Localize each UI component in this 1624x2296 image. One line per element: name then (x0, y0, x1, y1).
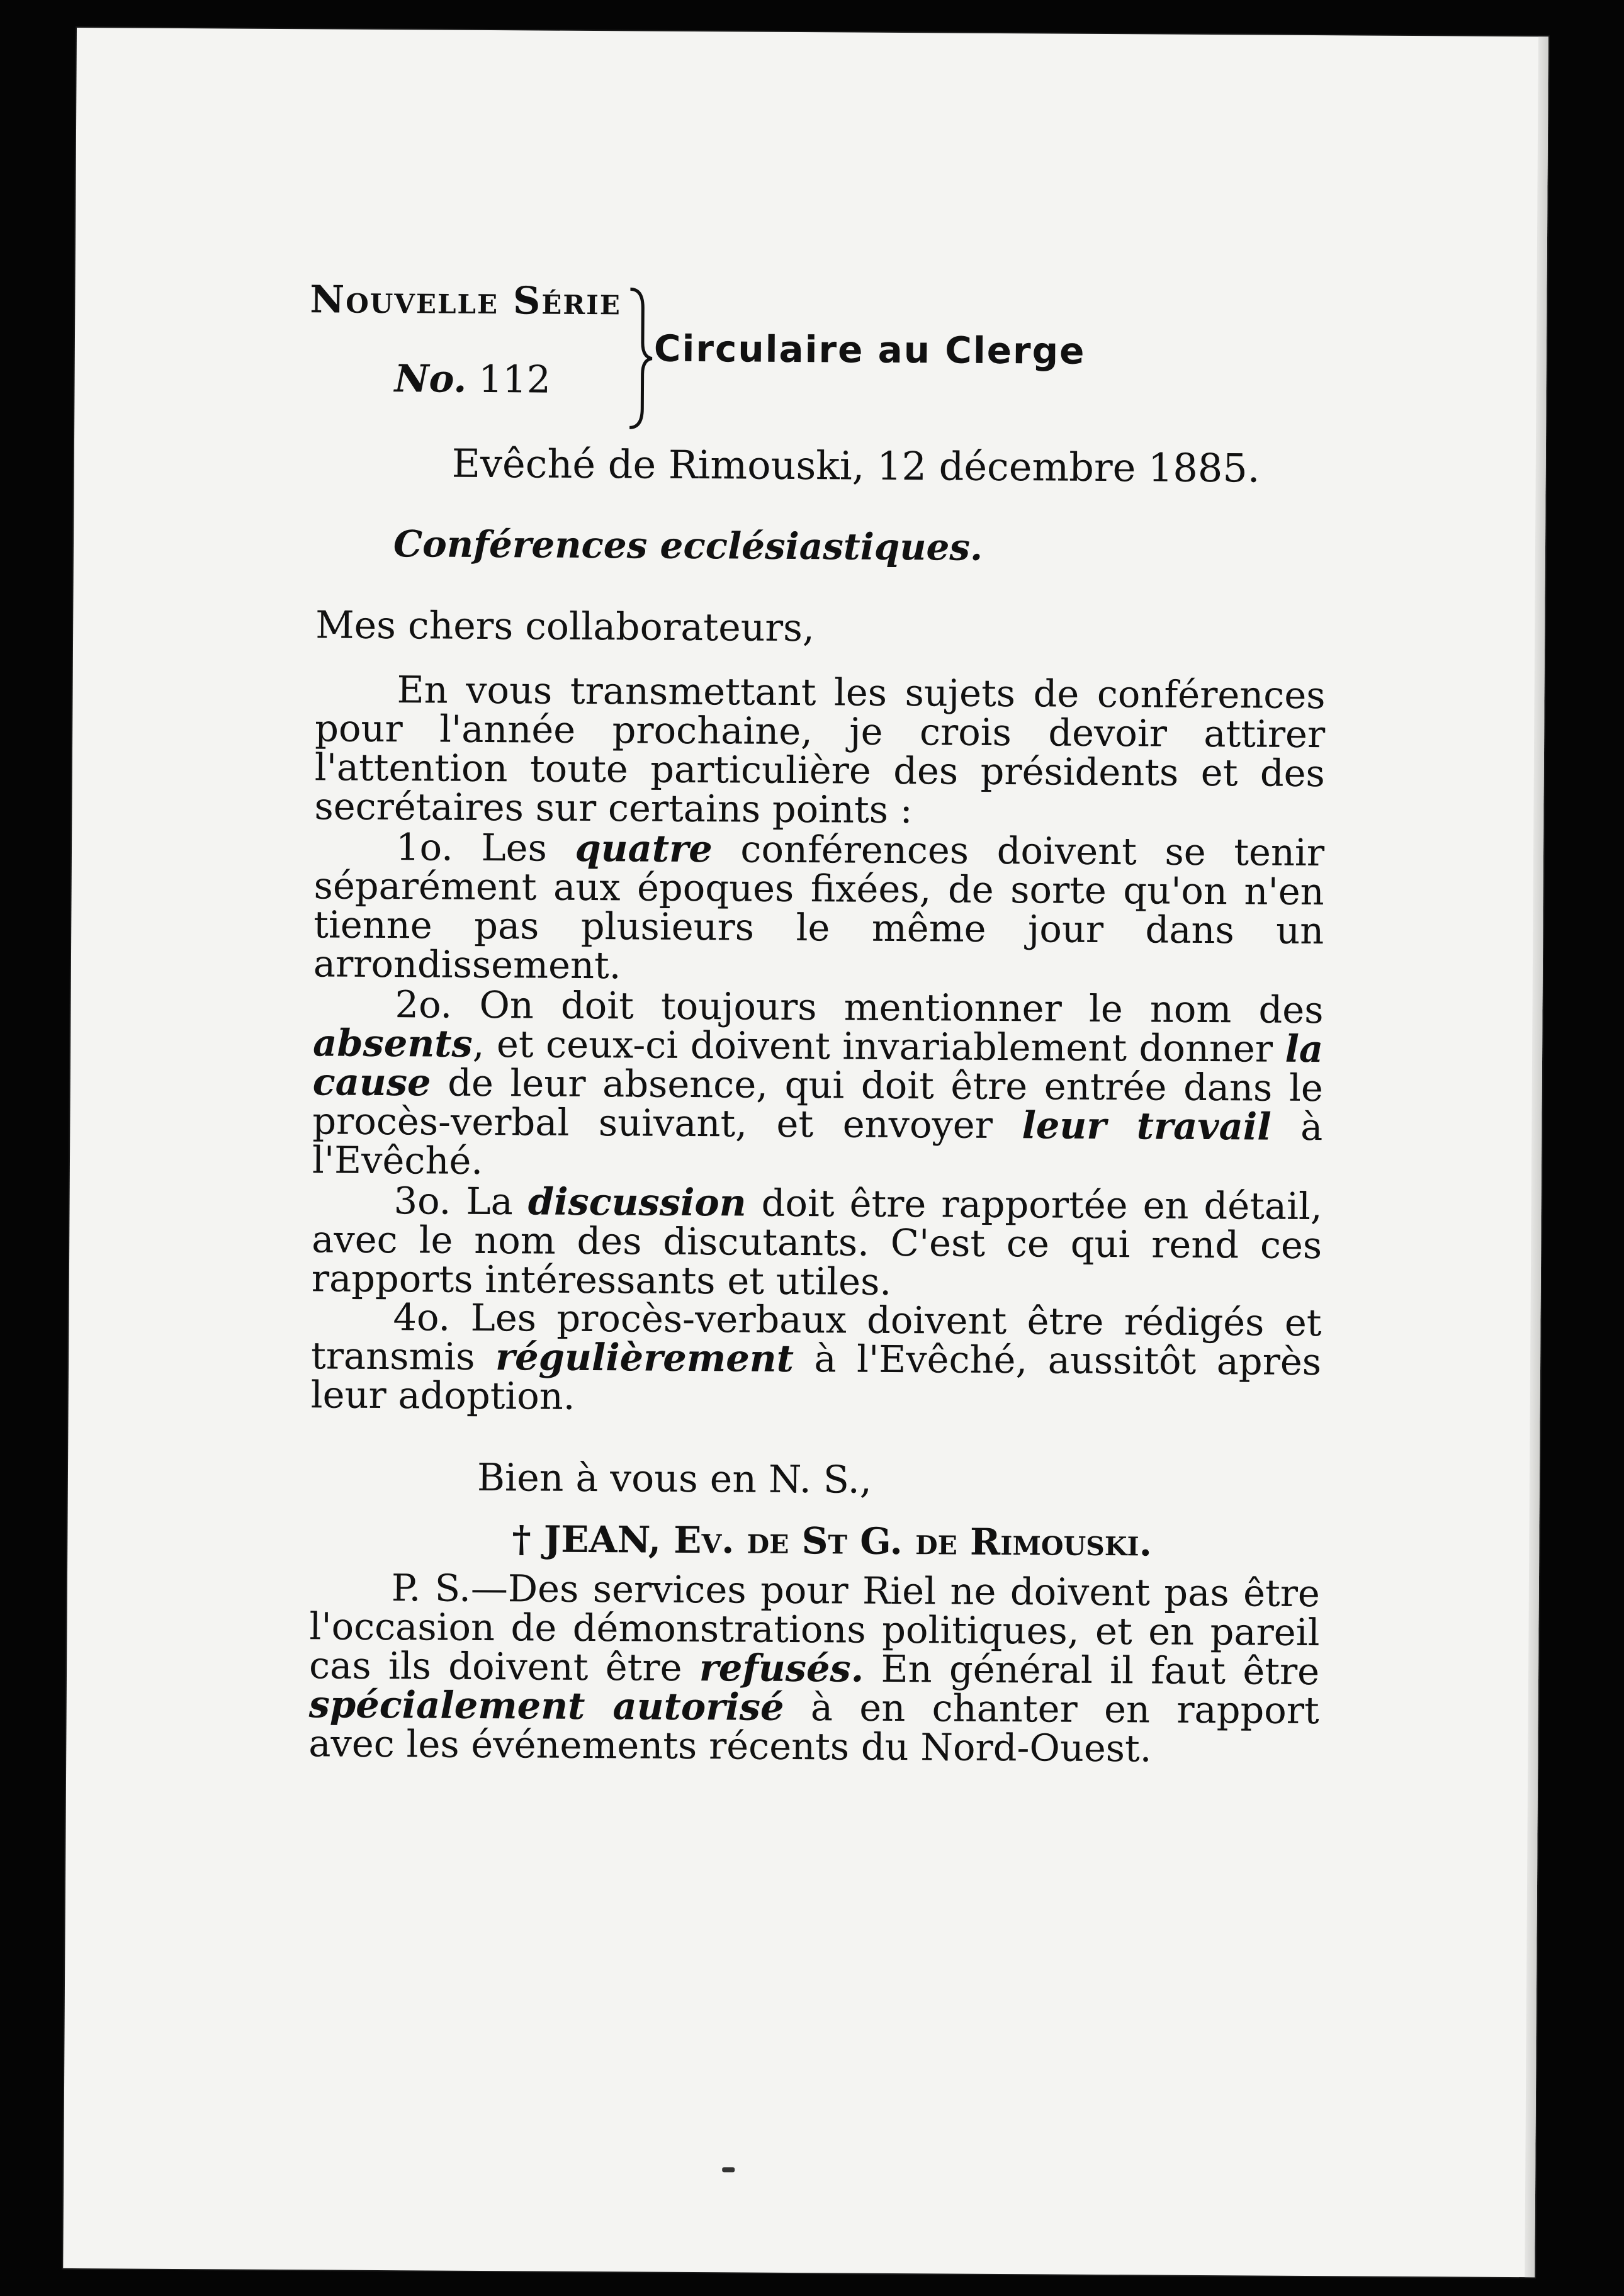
point-2-emphasis-absents: absents (312, 1021, 473, 1066)
number-value: 112 (478, 357, 551, 402)
document-page (63, 28, 1548, 2277)
point-2-mid-2: de leur absence, qui doit être entrée dans le procès-verbal suivant, et envoyer (312, 1061, 1323, 1147)
point-1-emphasis: quatre (575, 826, 713, 871)
point-3-pre: 3o. La (393, 1179, 529, 1224)
point-1-post: conférences doivent se tenir séparément aux époques fixées, de sorte qu'on n'en tienne pas plusieurs le même jour dans un arrondissement. (313, 827, 1325, 988)
point-2-emphasis-travail: leur travail (1022, 1103, 1272, 1149)
point-3-post: doit être rapportée en détail, avec le nom des discutants. C'est ce qui rend ces rapports intéressants et utiles. (311, 1181, 1322, 1303)
postscript-emphasis-autorise: spécialement autorisé (308, 1682, 784, 1729)
intro-paragraph (314, 670, 1325, 832)
point-4-pre: 4o. Les procès-verbaux doivent être rédigés et transmis (310, 1295, 1322, 1379)
intro-text: En vous transmettant les sujets de conférences pour l'année prochaine, je crois devoir attirer l'attention toute particulière des présidents et des secrétaires sur certains points : (314, 668, 1326, 832)
number-prefix: No. (394, 357, 467, 402)
signature-name: † JEAN, (512, 1517, 662, 1562)
postscript-mid: En général il faut être (864, 1646, 1320, 1694)
closing-line: Bien à vous en N. S., (476, 1455, 872, 1502)
dateline: Evêché de Rimouski, 12 décembre 1885. (451, 440, 1260, 492)
point-2-pre: 2o. On doit toujours mentionner le nom des (395, 982, 1324, 1032)
point-3-text (312, 1181, 1322, 1304)
signature (512, 1517, 1152, 1564)
point-2-mid-1: , et ceux-ci doivent invariablement donner (472, 1021, 1285, 1071)
point-4-text (311, 1297, 1322, 1421)
point-4 (311, 1297, 1322, 1421)
point-3-emphasis: discussion (527, 1179, 747, 1225)
point-2-emphasis-cause: la cause (312, 1027, 1324, 1105)
point-1 (313, 827, 1324, 989)
circular-number (394, 357, 551, 402)
postscript-emphasis-refuses: refusés. (699, 1646, 864, 1691)
point-2 (312, 984, 1324, 1186)
subject-heading: Conférences ecclésiastiques. (393, 522, 983, 569)
postscript-post: à en chanter en rapport avec les événements récents du Nord-Ouest. (308, 1685, 1319, 1770)
postscript (308, 1568, 1320, 1769)
series-label: Nouvelle Série (310, 278, 622, 324)
signature-title: Ev. de St G. de Rimouski. (674, 1518, 1153, 1565)
circular-title: Circulaire au Clerge (653, 327, 1086, 373)
point-3 (312, 1181, 1322, 1304)
header-brace (617, 283, 655, 434)
page-mark (722, 2167, 735, 2172)
point-4-emphasis: régulièrement (495, 1335, 794, 1380)
point-2-post: à l'Evêché. (312, 1105, 1323, 1183)
point-1-text (313, 827, 1324, 989)
point-2-text (312, 984, 1324, 1186)
postscript-text (308, 1568, 1320, 1769)
postscript-pre: P. S.—Des services pour Riel ne doivent pas être l'occasion de démonstrations politiques, et en pareil cas ils doivent être (308, 1566, 1321, 1690)
point-1-pre: 1o. Les (395, 825, 575, 870)
point-4-post: à l'Evêché, aussitôt après leur adoption. (310, 1336, 1322, 1418)
salutation: Mes chers collaborateurs, (315, 603, 815, 651)
